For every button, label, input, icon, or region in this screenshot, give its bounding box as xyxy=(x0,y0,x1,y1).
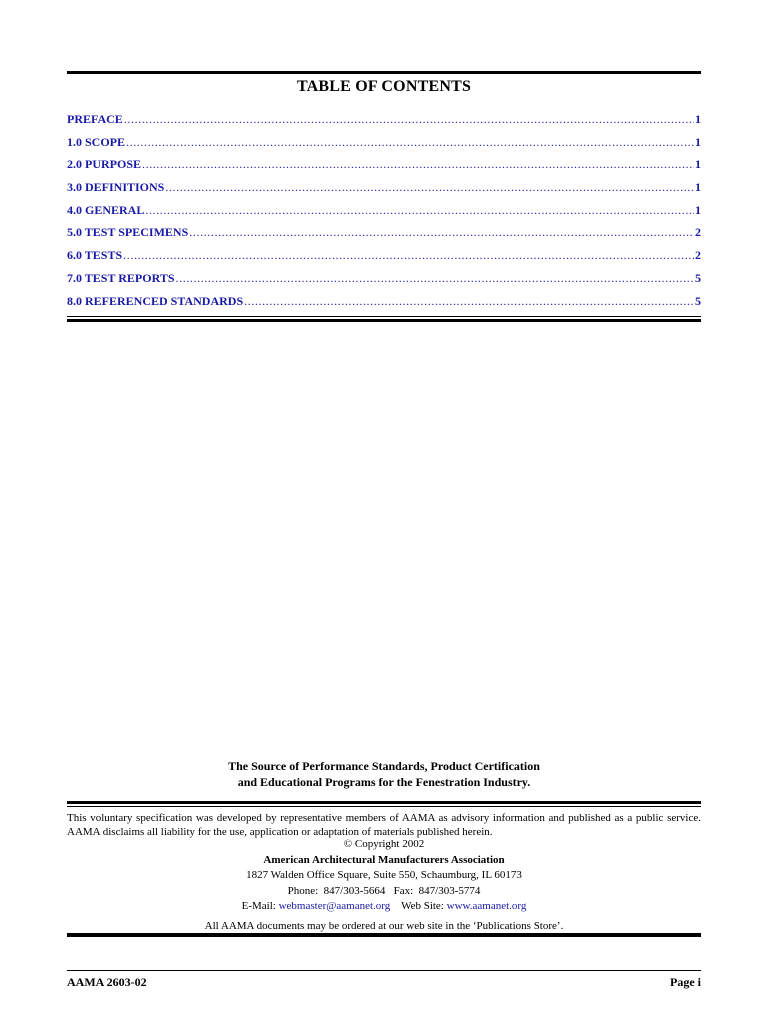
toc-dot-leader xyxy=(145,202,694,218)
toc-entry-page: 1 xyxy=(695,157,701,172)
toc-entry-page: 5 xyxy=(695,270,701,285)
top-rule xyxy=(67,71,701,74)
toc-entry-label: 2.0 PURPOSE xyxy=(67,157,142,172)
toc-dot-leader xyxy=(244,293,694,309)
toc-entry-page: 2 xyxy=(695,248,701,263)
page-footer-rule xyxy=(67,970,701,971)
publisher-block xyxy=(67,837,701,915)
organization-name: American Architectural Manufacturers Association xyxy=(263,853,505,866)
disclaimer-text: This voluntary specification was developed by representative members of AAMA as advisory information and published as a public service. AAMA disclaims all liability for the use, application or adaptation of materials published herein. xyxy=(67,812,701,838)
toc-entry-page: 1 xyxy=(695,180,701,195)
footer-top-rule-thin xyxy=(67,806,701,807)
toc-entry-preface[interactable] xyxy=(67,111,701,134)
email-link[interactable]: webmaster@aamanet.org xyxy=(278,900,391,912)
toc-entry-definitions[interactable] xyxy=(67,179,701,202)
toc-entry-page: 1 xyxy=(695,134,701,149)
toc-entry-general[interactable] xyxy=(67,202,701,225)
contact-line xyxy=(67,899,701,915)
toc-entry-label: 1.0 SCOPE xyxy=(67,134,126,149)
tagline xyxy=(67,758,701,790)
website-link[interactable]: www.aamanet.org xyxy=(446,900,527,912)
toc-entry-label: 4.0 GENERAL xyxy=(67,202,145,217)
toc-dot-leader xyxy=(165,179,694,195)
toc-dot-leader xyxy=(124,111,694,127)
copyright: © Copyright 2002 xyxy=(343,838,425,850)
toc-entry-label: 7.0 TEST REPORTS xyxy=(67,270,175,285)
toc-entry-label: 3.0 DEFINITIONS xyxy=(67,180,165,195)
toc-dot-leader xyxy=(126,134,694,150)
toc-entry-label: PREFACE xyxy=(67,112,123,126)
toc-entry-referenced-standards[interactable] xyxy=(67,293,701,316)
website-label: Web Site: xyxy=(401,900,444,912)
footer-bottom-rule xyxy=(67,933,701,937)
email-label: E-Mail: xyxy=(241,900,276,912)
toc-dot-leader xyxy=(123,247,694,263)
toc-entry-page: 5 xyxy=(695,293,701,308)
toc-entry-page: 2 xyxy=(695,225,701,240)
toc-title: TABLE OF CONTENTS xyxy=(296,78,472,95)
toc-entry-test-specimens[interactable] xyxy=(67,224,701,247)
toc-list xyxy=(67,111,701,315)
toc-entry-test-reports[interactable] xyxy=(67,270,701,293)
toc-dot-leader xyxy=(142,156,694,172)
order-note: All AAMA documents may be ordered at our web site in the ‘Publications Store’. xyxy=(204,920,564,932)
toc-entry-label: 5.0 TEST SPECIMENS xyxy=(67,225,189,240)
toc-entry-label: 6.0 TESTS xyxy=(67,248,123,263)
phone-fax-line: Phone: 847/303-5664 Fax: 847/303-5774 xyxy=(287,884,481,897)
toc-dot-leader xyxy=(189,224,694,240)
toc-entry-label: 8.0 REFERENCED STANDARDS xyxy=(67,293,244,308)
page-number: Page i xyxy=(670,975,701,989)
document-id: AAMA 2603-02 xyxy=(67,975,147,989)
tagline-line-2: and Educational Programs for the Fenestration Industry. xyxy=(237,775,531,789)
organization-address: 1827 Walden Office Square, Suite 550, Schaumburg, IL 60173 xyxy=(246,869,522,881)
toc-bottom-rule-thick xyxy=(67,319,701,322)
toc-dot-leader xyxy=(176,270,694,286)
toc-entry-tests[interactable] xyxy=(67,247,701,270)
toc-entry-purpose[interactable] xyxy=(67,156,701,179)
toc-entry-scope[interactable] xyxy=(67,134,701,157)
toc-entry-page: 1 xyxy=(695,202,701,217)
toc-bottom-rule-thin xyxy=(67,316,701,317)
tagline-line-1: The Source of Performance Standards, Product Certification xyxy=(228,759,540,773)
footer-top-rule-thick xyxy=(67,801,701,804)
toc-entry-page: 1 xyxy=(695,112,701,126)
